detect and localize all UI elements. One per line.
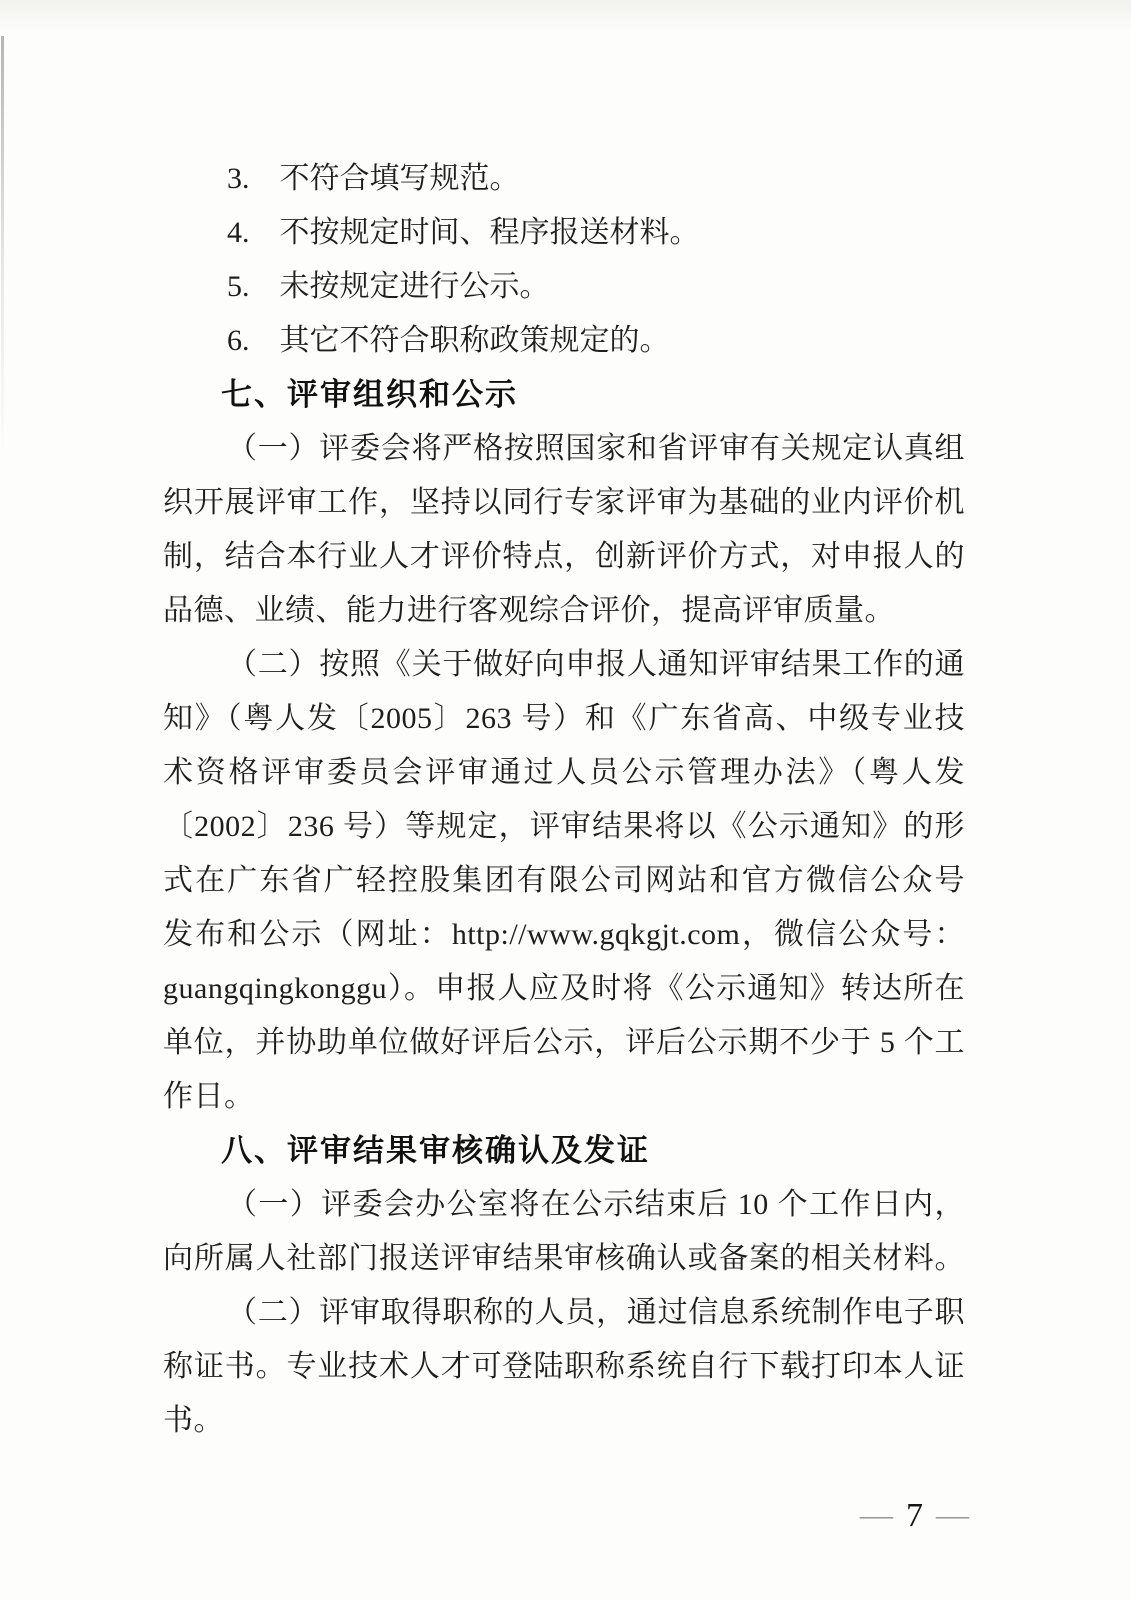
section-heading-8: 八、评审结果审核确认及发证: [221, 1133, 650, 1168]
paragraph-line: 作日。: [163, 1080, 255, 1113]
paragraph-line: （二）按照《关于做好向申报人通知评审结果工作的通: [227, 648, 965, 681]
paragraph-line: 式在广东省广轻控股集团有限公司网站和官方微信公众号: [163, 864, 965, 897]
list-item: [163, 314, 965, 368]
list-item-text: 其它不符合职称政策规定的。: [279, 324, 670, 357]
paragraph-line: 品德、业绩、能力进行客观综合评价，提高评审质量。: [163, 594, 895, 627]
list-item-text: 不按规定时间、程序报送材料。: [279, 216, 700, 249]
paragraph-line: 向所属人社部门报送评审结果审核确认或备案的相关材料。: [163, 1242, 965, 1275]
paragraph-line: 称证书。专业技术人才可登陆职称系统自行下载打印本人证: [163, 1350, 965, 1383]
paragraph-line: （一）评委会办公室将在公示结束后 10 个工作日内，: [227, 1188, 965, 1221]
list-item-number: 6.: [227, 324, 250, 357]
paragraph-line: 单位，并协助单位做好评后公示，评后公示期不少于 5 个工: [163, 1026, 965, 1059]
footer-dash-left: —: [860, 1501, 893, 1531]
list-item-text: 未按规定进行公示。: [279, 270, 550, 303]
footer-dash-right: —: [936, 1501, 969, 1531]
paragraph-line: 术资格评审委员会评审通过人员公示管理办法》（粤人发: [163, 756, 965, 789]
list-item: [163, 260, 965, 314]
list-item: [163, 206, 965, 260]
list-item-number: 3.: [227, 162, 250, 195]
scan-top-shadow: [0, 0, 1131, 34]
paragraph-line: （二）评审取得职称的人员，通过信息系统制作电子职: [227, 1296, 965, 1329]
page-footer: [860, 1494, 969, 1538]
page-number: 7: [906, 1497, 923, 1534]
document-content: [163, 152, 965, 1448]
paragraph-line: 〔2002〕236 号）等规定，评审结果将以《公示通知》的形: [163, 810, 965, 843]
list-item-number: 4.: [227, 216, 250, 249]
scan-left-edge-artifact: [1, 36, 4, 456]
paragraph-line: 制，结合本行业人才评价特点，创新评价方式，对申报人的: [163, 540, 965, 573]
paragraph-line: 知》（粤人发〔2005〕263 号）和《广东省高、中级专业技: [163, 702, 965, 735]
list-item: [163, 152, 965, 206]
list-item-number: 5.: [227, 270, 250, 303]
list-item-text: 不符合填写规范。: [279, 162, 520, 195]
paragraph-line: 织开展评审工作，坚持以同行专家评审为基础的业内评价机: [163, 486, 965, 519]
paragraph-line: 书。: [163, 1404, 224, 1437]
paragraph-line: guangqingkonggu）。申报人应及时将《公示通知》转达所在: [163, 972, 965, 1005]
paragraph-line: （一）评委会将严格按照国家和省评审有关规定认真组: [227, 432, 965, 465]
section-heading-7: 七、评审组织和公示: [221, 377, 518, 412]
paragraph-line: 发布和公示（网址：http://www.gqkgjt.com，微信公众号：: [163, 918, 965, 951]
